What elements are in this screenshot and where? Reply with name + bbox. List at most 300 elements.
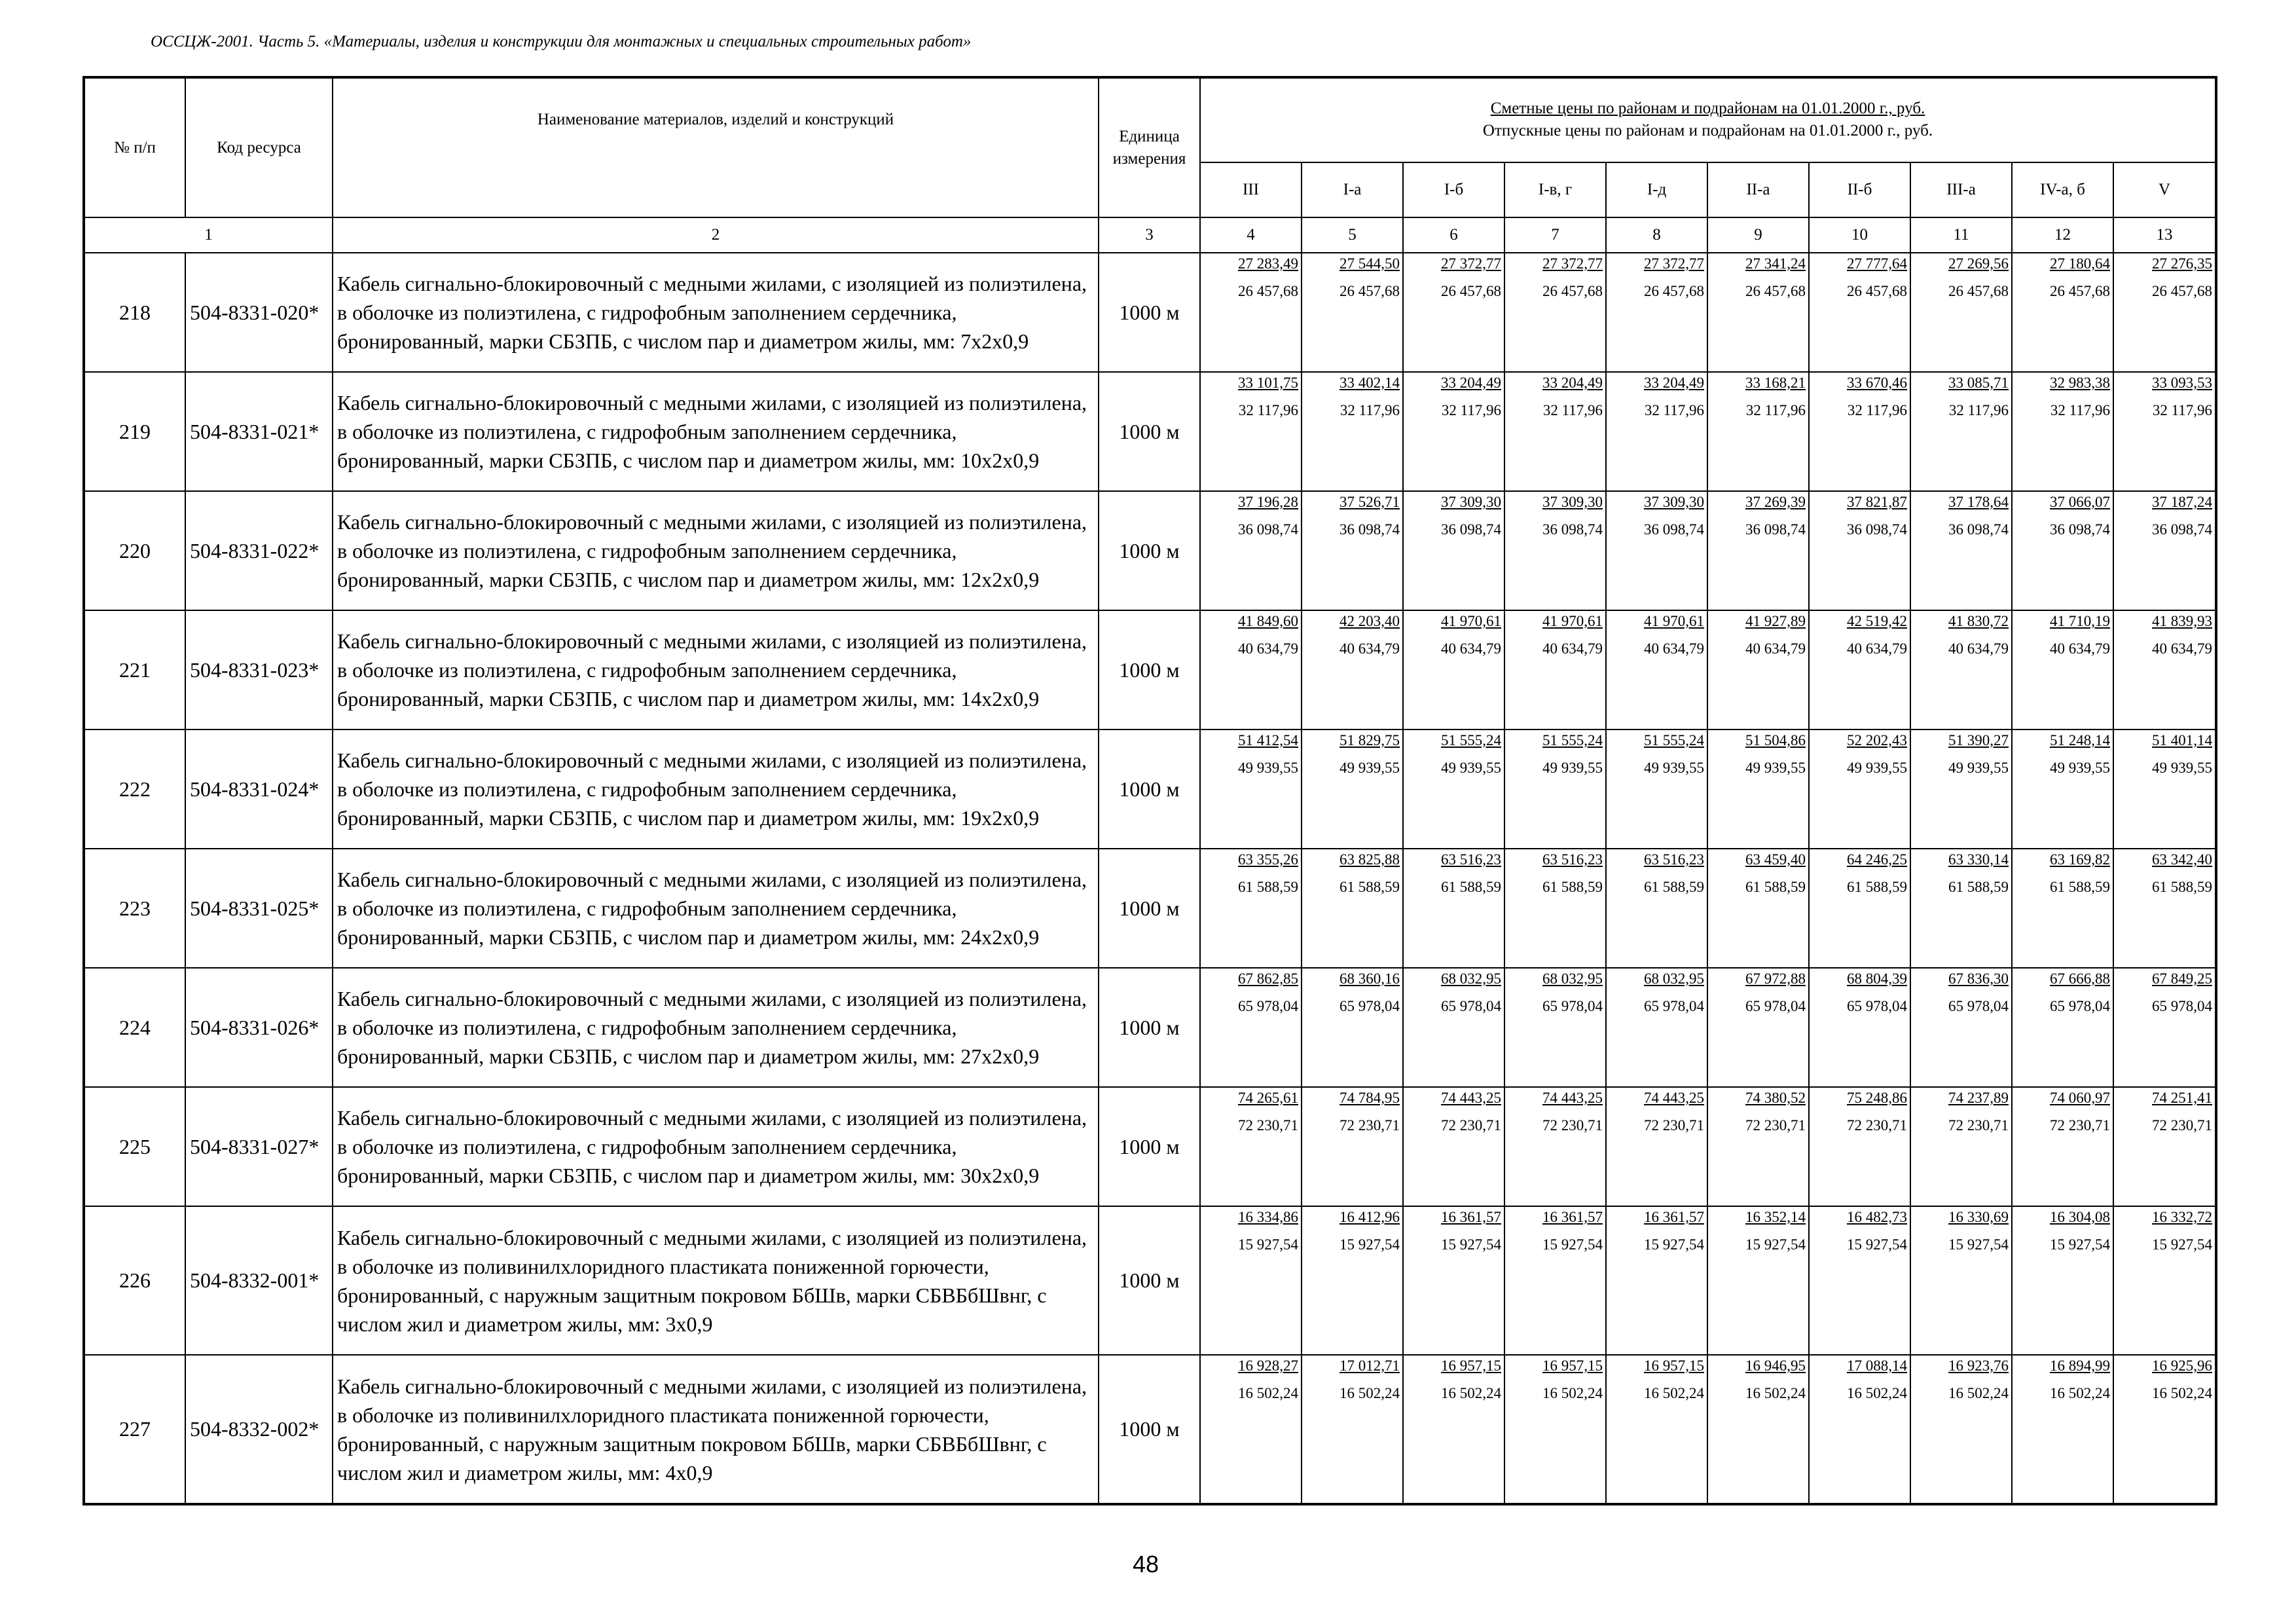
release-price: 40 634,79 xyxy=(1238,640,1298,657)
release-price: 26 457,68 xyxy=(1542,283,1603,299)
estimate-price: 63 516,23 xyxy=(1542,851,1603,868)
estimate-price: 67 836,30 xyxy=(1948,970,2009,987)
release-price: 40 634,79 xyxy=(1339,640,1400,657)
price-cell xyxy=(1403,610,1504,729)
release-price: 15 927,54 xyxy=(1745,1236,1806,1253)
price-cell xyxy=(1809,1087,1910,1206)
table-row xyxy=(84,849,2216,968)
estimate-price: 51 248,14 xyxy=(2050,732,2110,748)
column-index: 1 xyxy=(84,217,333,253)
price-cell xyxy=(1809,372,1910,491)
release-price: 32 117,96 xyxy=(2050,402,2110,418)
release-price: 36 098,74 xyxy=(1441,521,1501,538)
price-cell xyxy=(1302,491,1403,610)
release-price: 32 117,96 xyxy=(1847,402,1907,418)
release-price: 49 939,55 xyxy=(1644,760,1704,776)
release-price: 40 634,79 xyxy=(1847,640,1907,657)
estimate-price: 63 459,40 xyxy=(1745,851,1806,868)
release-price: 72 230,71 xyxy=(1339,1117,1400,1134)
material-name: Кабель сигнально-блокировочный с медными жилами, с изоляцией из полиэтилена, в оболочке из полиэтилена, с гидрофобным заполнением сердечника, бронированный, марки СБЗПБ, с числом пар и диаметром жилы, мм: 19х2х0,9 xyxy=(333,729,1099,849)
release-price: 49 939,55 xyxy=(1238,760,1298,776)
estimate-price: 63 330,14 xyxy=(1948,851,2009,868)
price-cell xyxy=(1504,849,1606,968)
price-cell xyxy=(1809,253,1910,372)
price-cell xyxy=(1606,729,1707,849)
material-name: Кабель сигнально-блокировочный с медными жилами, с изоляцией из полиэтилена, в оболочке из поливинилхлоридного пластиката пониженной горючести, бронированный, с наружным защитным покровом БбШв, марки СБВБбШвнг, с числом жил и диаметром жилы, мм: 3х0,9 xyxy=(333,1206,1099,1355)
release-price: 15 927,54 xyxy=(1441,1236,1501,1253)
release-price: 15 927,54 xyxy=(2152,1236,2213,1253)
release-price: 72 230,71 xyxy=(2050,1117,2110,1134)
estimate-price: 16 332,72 xyxy=(2152,1209,2213,1225)
release-price: 32 117,96 xyxy=(1441,402,1501,418)
price-cell xyxy=(1302,968,1403,1087)
estimate-price: 63 516,23 xyxy=(1644,851,1704,868)
estimate-price: 51 555,24 xyxy=(1542,732,1603,748)
material-name: Кабель сигнально-блокировочный с медными жилами, с изоляцией из полиэтилена, в оболочке из полиэтилена, с гидрофобным заполнением сердечника, бронированный, марки СБЗПБ, с числом пар и диаметром жилы, мм: 27х2х0,9 xyxy=(333,968,1099,1087)
resource-code: 504-8331-026* xyxy=(185,968,333,1087)
price-cell xyxy=(1302,253,1403,372)
release-price: 61 588,59 xyxy=(1441,879,1501,895)
estimate-price: 16 894,99 xyxy=(2050,1357,2110,1374)
price-cell xyxy=(1910,1355,2012,1504)
estimate-price: 16 330,69 xyxy=(1948,1209,2009,1225)
price-cell xyxy=(1809,610,1910,729)
region-header: I-а xyxy=(1302,162,1403,217)
release-price: 26 457,68 xyxy=(1847,283,1907,299)
release-price: 32 117,96 xyxy=(1745,402,1806,418)
estimate-price: 16 957,15 xyxy=(1441,1357,1501,1374)
price-cell xyxy=(1606,968,1707,1087)
estimate-price: 33 204,49 xyxy=(1644,375,1704,391)
row-number: 221 xyxy=(84,610,185,729)
release-price: 16 502,24 xyxy=(1339,1385,1400,1401)
table-body xyxy=(84,253,2216,1504)
price-cell xyxy=(1200,253,1302,372)
release-price: 36 098,74 xyxy=(1948,521,2009,538)
price-cell xyxy=(2012,1355,2113,1504)
region-header: IV-а, б xyxy=(2012,162,2113,217)
price-cell xyxy=(1606,1355,1707,1504)
release-price: 72 230,71 xyxy=(1542,1117,1603,1134)
estimate-price: 16 304,08 xyxy=(2050,1209,2110,1225)
price-cell xyxy=(1504,1355,1606,1504)
resource-code: 504-8331-025* xyxy=(185,849,333,968)
column-index-row xyxy=(84,217,2216,253)
release-price: 49 939,55 xyxy=(1847,760,1907,776)
material-name: Кабель сигнально-блокировочный с медными жилами, с изоляцией из полиэтилена, в оболочке из полиэтилена, с гидрофобным заполнением сердечника, бронированный, марки СБЗПБ, с числом пар и диаметром жилы, мм: 14х2х0,9 xyxy=(333,610,1099,729)
estimate-price: 42 519,42 xyxy=(1847,613,1907,629)
table-row xyxy=(84,372,2216,491)
price-cell xyxy=(1606,849,1707,968)
estimate-price: 68 032,95 xyxy=(1441,970,1501,987)
release-price: 72 230,71 xyxy=(2152,1117,2213,1134)
estimate-price: 37 821,87 xyxy=(1847,494,1907,510)
table-row xyxy=(84,1355,2216,1504)
region-header: I-д xyxy=(1606,162,1707,217)
release-price: 26 457,68 xyxy=(2152,283,2213,299)
price-cell xyxy=(1200,1355,1302,1504)
price-cell xyxy=(1809,849,1910,968)
price-cell xyxy=(1504,1206,1606,1355)
price-cell xyxy=(1302,1087,1403,1206)
region-header: III-а xyxy=(1910,162,2012,217)
price-cell xyxy=(1809,1355,1910,1504)
price-cell xyxy=(1403,1206,1504,1355)
resource-code: 504-8332-002* xyxy=(185,1355,333,1504)
price-cell xyxy=(1504,253,1606,372)
estimate-price: 75 248,86 xyxy=(1847,1090,1907,1106)
release-price: 40 634,79 xyxy=(2050,640,2110,657)
release-price: 16 502,24 xyxy=(1644,1385,1704,1401)
release-price: 61 588,59 xyxy=(1542,879,1603,895)
release-price: 26 457,68 xyxy=(1948,283,2009,299)
price-cell xyxy=(1707,729,1809,849)
estimate-price: 32 983,38 xyxy=(2050,375,2110,391)
estimate-price: 42 203,40 xyxy=(1339,613,1400,629)
price-cell xyxy=(1606,1206,1707,1355)
release-price: 26 457,68 xyxy=(1745,283,1806,299)
unit-cell: 1000 м xyxy=(1099,729,1200,849)
col-header-code: Код ресурса xyxy=(185,77,333,217)
estimate-price: 63 355,26 xyxy=(1238,851,1298,868)
release-price: 49 939,55 xyxy=(1745,760,1806,776)
material-name: Кабель сигнально-блокировочный с медными жилами, с изоляцией из полиэтилена, в оболочке из полиэтилена, с гидрофобным заполнением сердечника, бронированный, марки СБЗПБ, с числом пар и диаметром жилы, мм: 24х2х0,9 xyxy=(333,849,1099,968)
price-cell xyxy=(1504,968,1606,1087)
column-index: 10 xyxy=(1809,217,1910,253)
unit-cell: 1000 м xyxy=(1099,968,1200,1087)
price-cell xyxy=(1403,1087,1504,1206)
estimate-price: 67 666,88 xyxy=(2050,970,2110,987)
release-price: 72 230,71 xyxy=(1948,1117,2009,1134)
release-price-title: Отпускные цены по районам и подрайонам на 01.01.2000 г., руб. xyxy=(1482,122,1933,140)
resource-code: 504-8331-024* xyxy=(185,729,333,849)
region-header: II-б xyxy=(1809,162,1910,217)
price-cell xyxy=(1504,1087,1606,1206)
price-cell xyxy=(1809,729,1910,849)
column-index: 11 xyxy=(1910,217,2012,253)
estimate-price: 16 412,96 xyxy=(1339,1209,1400,1225)
price-cell xyxy=(1910,610,2012,729)
release-price: 40 634,79 xyxy=(2152,640,2213,657)
material-name: Кабель сигнально-блокировочный с медными жилами, с изоляцией из полиэтилена, в оболочке из полиэтилена, с гидрофобным заполнением сердечника, бронированный, марки СБЗПБ, с числом пар и диаметром жилы, мм: 12х2х0,9 xyxy=(333,491,1099,610)
estimate-price: 67 972,88 xyxy=(1745,970,1806,987)
price-cell xyxy=(1403,729,1504,849)
estimate-price: 27 372,77 xyxy=(1644,255,1704,272)
estimate-price: 51 829,75 xyxy=(1339,732,1400,748)
estimate-price: 74 060,97 xyxy=(2050,1090,2110,1106)
estimate-price: 74 443,25 xyxy=(1441,1090,1501,1106)
estimate-price: 33 168,21 xyxy=(1745,375,1806,391)
price-cell xyxy=(1910,253,2012,372)
price-cell xyxy=(1910,1087,2012,1206)
table-row xyxy=(84,610,2216,729)
material-name: Кабель сигнально-блокировочный с медными жилами, с изоляцией из полиэтилена, в оболочке из полиэтилена, с гидрофобным заполнением сердечника, бронированный, марки СБЗПБ, с числом пар и диаметром жилы, мм: 30х2х0,9 xyxy=(333,1087,1099,1206)
release-price: 15 927,54 xyxy=(1238,1236,1298,1253)
price-cell xyxy=(1302,1355,1403,1504)
price-cell xyxy=(1809,968,1910,1087)
price-cell xyxy=(1910,1206,2012,1355)
release-price: 61 588,59 xyxy=(2050,879,2110,895)
estimate-price: 16 957,15 xyxy=(1542,1357,1603,1374)
price-cell xyxy=(1403,372,1504,491)
estimate-price: 51 555,24 xyxy=(1441,732,1501,748)
page-number: 48 xyxy=(1132,1551,1159,1578)
estimate-price: 33 204,49 xyxy=(1542,375,1603,391)
estimate-price: 33 402,14 xyxy=(1339,375,1400,391)
resource-code: 504-8331-023* xyxy=(185,610,333,729)
price-cell xyxy=(2113,849,2216,968)
region-header: II-а xyxy=(1707,162,1809,217)
price-cell xyxy=(1403,491,1504,610)
price-cell xyxy=(2113,491,2216,610)
release-price: 36 098,74 xyxy=(2152,521,2213,538)
release-price: 16 502,24 xyxy=(1948,1385,2009,1401)
price-cell xyxy=(1707,610,1809,729)
price-cell xyxy=(2113,372,2216,491)
release-price: 16 502,24 xyxy=(1542,1385,1603,1401)
row-number: 224 xyxy=(84,968,185,1087)
estimate-price: 17 088,14 xyxy=(1847,1357,1907,1374)
price-cell xyxy=(1707,1355,1809,1504)
estimate-price: 68 360,16 xyxy=(1339,970,1400,987)
release-price: 72 230,71 xyxy=(1238,1117,1298,1134)
table-row xyxy=(84,1206,2216,1355)
release-price: 36 098,74 xyxy=(2050,521,2110,538)
release-price: 36 098,74 xyxy=(1644,521,1704,538)
release-price: 65 978,04 xyxy=(1745,998,1806,1014)
release-price: 65 978,04 xyxy=(1847,998,1907,1014)
price-cell xyxy=(1302,849,1403,968)
release-price: 32 117,96 xyxy=(1644,402,1704,418)
estimate-price: 41 970,61 xyxy=(1542,613,1603,629)
release-price: 26 457,68 xyxy=(2050,283,2110,299)
release-price: 15 927,54 xyxy=(1339,1236,1400,1253)
column-index: 2 xyxy=(333,217,1099,253)
price-table xyxy=(82,76,2217,1505)
release-price: 65 978,04 xyxy=(1644,998,1704,1014)
release-price: 61 588,59 xyxy=(1644,879,1704,895)
release-price: 65 978,04 xyxy=(1441,998,1501,1014)
release-price: 36 098,74 xyxy=(1847,521,1907,538)
unit-cell: 1000 м xyxy=(1099,372,1200,491)
estimate-price: 37 066,07 xyxy=(2050,494,2110,510)
price-cell xyxy=(2113,610,2216,729)
table-row xyxy=(84,491,2216,610)
release-price: 26 457,68 xyxy=(1238,283,1298,299)
price-cell xyxy=(2012,1206,2113,1355)
price-cell xyxy=(1910,729,2012,849)
estimate-price: 41 839,93 xyxy=(2152,613,2213,629)
release-price: 40 634,79 xyxy=(1542,640,1603,657)
estimate-price: 41 849,60 xyxy=(1238,613,1298,629)
release-price: 26 457,68 xyxy=(1339,283,1400,299)
price-cell xyxy=(1403,253,1504,372)
unit-cell: 1000 м xyxy=(1099,610,1200,729)
column-index: 5 xyxy=(1302,217,1403,253)
resource-code: 504-8331-020* xyxy=(185,253,333,372)
price-cell xyxy=(1707,849,1809,968)
estimate-price: 51 412,54 xyxy=(1238,732,1298,748)
estimate-price: 41 970,61 xyxy=(1441,613,1501,629)
price-cell xyxy=(1200,849,1302,968)
row-number: 226 xyxy=(84,1206,185,1355)
estimate-price: 63 342,40 xyxy=(2152,851,2213,868)
column-index: 9 xyxy=(1707,217,1809,253)
price-cell xyxy=(1606,253,1707,372)
price-cell xyxy=(1200,491,1302,610)
estimate-price: 63 516,23 xyxy=(1441,851,1501,868)
estimate-price: 74 380,52 xyxy=(1745,1090,1806,1106)
release-price: 72 230,71 xyxy=(1847,1117,1907,1134)
estimate-price: 37 309,30 xyxy=(1542,494,1603,510)
release-price: 61 588,59 xyxy=(1847,879,1907,895)
release-price: 32 117,96 xyxy=(1948,402,2009,418)
release-price: 36 098,74 xyxy=(1745,521,1806,538)
release-price: 40 634,79 xyxy=(1745,640,1806,657)
estimate-price: 37 269,39 xyxy=(1745,494,1806,510)
price-cell xyxy=(1403,968,1504,1087)
estimate-price: 74 443,25 xyxy=(1542,1090,1603,1106)
price-cell xyxy=(1707,1206,1809,1355)
estimate-price: 16 352,14 xyxy=(1745,1209,1806,1225)
release-price: 16 502,24 xyxy=(1847,1385,1907,1401)
document-header: ОССЦЖ-2001. Часть 5. «Материалы, изделия и конструкции для монтажных и специальных строительных работ» xyxy=(151,33,972,50)
column-index: 13 xyxy=(2113,217,2216,253)
release-price: 61 588,59 xyxy=(1339,879,1400,895)
price-cell xyxy=(1302,610,1403,729)
release-price: 65 978,04 xyxy=(1339,998,1400,1014)
price-cell xyxy=(1200,968,1302,1087)
material-name: Кабель сигнально-блокировочный с медными жилами, с изоляцией из полиэтилена, в оболочке из полиэтилена, с гидрофобным заполнением сердечника, бронированный, марки СБЗПБ, с числом пар и диаметром жилы, мм: 7х2х0,9 xyxy=(333,253,1099,372)
price-cell xyxy=(2113,1355,2216,1504)
release-price: 36 098,74 xyxy=(1238,521,1298,538)
resource-code: 504-8332-001* xyxy=(185,1206,333,1355)
column-index: 7 xyxy=(1504,217,1606,253)
price-cell xyxy=(2012,372,2113,491)
col-header-unit: Единица измерения xyxy=(1099,77,1200,217)
estimate-price: 74 265,61 xyxy=(1238,1090,1298,1106)
price-cell xyxy=(1606,610,1707,729)
estimate-price: 33 101,75 xyxy=(1238,375,1298,391)
estimate-price: 27 372,77 xyxy=(1542,255,1603,272)
estimate-price: 63 825,88 xyxy=(1339,851,1400,868)
price-cell xyxy=(1707,372,1809,491)
table-row xyxy=(84,1087,2216,1206)
release-price: 15 927,54 xyxy=(1948,1236,2009,1253)
estimate-price: 64 246,25 xyxy=(1847,851,1907,868)
estimate-price: 74 237,89 xyxy=(1948,1090,2009,1106)
release-price: 40 634,79 xyxy=(1948,640,2009,657)
price-cell xyxy=(1302,372,1403,491)
price-cell xyxy=(1707,491,1809,610)
price-cell xyxy=(2012,1087,2113,1206)
release-price: 26 457,68 xyxy=(1644,283,1704,299)
price-cell xyxy=(1606,372,1707,491)
estimate-price: 33 204,49 xyxy=(1441,375,1501,391)
price-cell xyxy=(2113,968,2216,1087)
price-group-header xyxy=(1200,77,2216,162)
estimate-price: 27 276,35 xyxy=(2152,255,2213,272)
region-header: I-б xyxy=(1403,162,1504,217)
price-cell xyxy=(1504,610,1606,729)
price-cell xyxy=(1200,1206,1302,1355)
release-price: 49 939,55 xyxy=(1948,760,2009,776)
release-price: 61 588,59 xyxy=(1948,879,2009,895)
estimate-price: 37 187,24 xyxy=(2152,494,2213,510)
release-price: 32 117,96 xyxy=(1238,402,1298,418)
estimate-price: 27 180,64 xyxy=(2050,255,2110,272)
release-price: 16 502,24 xyxy=(1238,1385,1298,1401)
price-cell xyxy=(1302,1206,1403,1355)
price-cell xyxy=(1910,968,2012,1087)
price-cell xyxy=(1302,729,1403,849)
column-index: 3 xyxy=(1099,217,1200,253)
price-cell xyxy=(1707,253,1809,372)
estimate-price: 68 032,95 xyxy=(1644,970,1704,987)
estimate-price: 51 555,24 xyxy=(1644,732,1704,748)
price-cell xyxy=(1504,372,1606,491)
release-price: 49 939,55 xyxy=(1441,760,1501,776)
col-header-num: № п/п xyxy=(84,77,185,217)
release-price: 32 117,96 xyxy=(2152,402,2213,418)
estimate-price: 52 202,43 xyxy=(1847,732,1907,748)
estimate-price: 41 927,89 xyxy=(1745,613,1806,629)
estimate-price: 27 777,64 xyxy=(1847,255,1907,272)
column-index: 8 xyxy=(1606,217,1707,253)
estimate-price: 16 957,15 xyxy=(1644,1357,1704,1374)
price-cell xyxy=(1200,372,1302,491)
price-cell xyxy=(2012,491,2113,610)
estimate-price: 16 925,96 xyxy=(2152,1357,2213,1374)
region-header: I-в, г xyxy=(1504,162,1606,217)
estimate-price: 63 169,82 xyxy=(2050,851,2110,868)
release-price: 15 927,54 xyxy=(2050,1236,2110,1253)
release-price: 65 978,04 xyxy=(1238,998,1298,1014)
price-cell xyxy=(2113,729,2216,849)
release-price: 26 457,68 xyxy=(1441,283,1501,299)
price-cell xyxy=(2012,968,2113,1087)
price-cell xyxy=(2012,729,2113,849)
estimate-price: 68 804,39 xyxy=(1847,970,1907,987)
estimate-price: 27 283,49 xyxy=(1238,255,1298,272)
estimate-price: 41 830,72 xyxy=(1948,613,2009,629)
row-number: 222 xyxy=(84,729,185,849)
estimate-price: 17 012,71 xyxy=(1339,1357,1400,1374)
price-cell xyxy=(1809,491,1910,610)
estimate-price: 27 372,77 xyxy=(1441,255,1501,272)
price-cell xyxy=(2113,1206,2216,1355)
price-cell xyxy=(2113,1087,2216,1206)
price-cell xyxy=(1504,729,1606,849)
estimate-price: 37 309,30 xyxy=(1644,494,1704,510)
price-cell xyxy=(1200,1087,1302,1206)
estimate-price: 16 361,57 xyxy=(1644,1209,1704,1225)
table-row xyxy=(84,729,2216,849)
price-cell xyxy=(2012,849,2113,968)
estimate-price: 33 670,46 xyxy=(1847,375,1907,391)
estimate-price: 74 251,41 xyxy=(2152,1090,2213,1106)
price-cell xyxy=(1403,1355,1504,1504)
release-price: 15 927,54 xyxy=(1644,1236,1704,1253)
estimate-price: 41 970,61 xyxy=(1644,613,1704,629)
unit-cell: 1000 м xyxy=(1099,491,1200,610)
col-header-name: Наименование материалов, изделий и конструкций xyxy=(333,77,1099,217)
release-price: 16 502,24 xyxy=(2050,1385,2110,1401)
estimate-price: 16 928,27 xyxy=(1238,1357,1298,1374)
release-price: 61 588,59 xyxy=(1238,879,1298,895)
resource-code: 504-8331-021* xyxy=(185,372,333,491)
estimate-price: 16 334,86 xyxy=(1238,1209,1298,1225)
